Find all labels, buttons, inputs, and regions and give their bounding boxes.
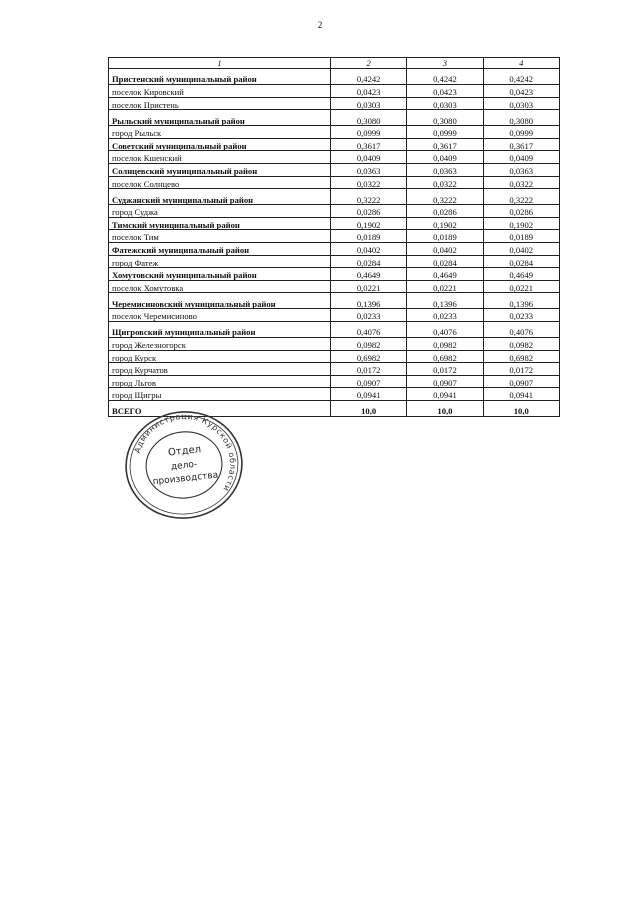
value-cell: 0,4242 xyxy=(331,69,407,85)
value-cell: 0,0284 xyxy=(331,255,407,268)
table-row xyxy=(109,363,560,376)
row-name-cell: Черемисиновский муниципальный район xyxy=(109,293,331,309)
value-cell: 0,0233 xyxy=(483,309,559,322)
stamp-center-line: Отдел xyxy=(167,444,202,459)
table-row xyxy=(109,205,560,218)
value-cell: 0,0189 xyxy=(483,230,559,243)
table-row xyxy=(109,110,560,126)
value-cell: 0,0322 xyxy=(331,176,407,189)
stamp-center-line: производства xyxy=(152,470,219,488)
value-cell: 0,0982 xyxy=(331,337,407,350)
row-name-cell: поселок Тим xyxy=(109,230,331,243)
row-name-cell: Солнцевский муниципальный район xyxy=(109,163,331,176)
value-cell: 0,0172 xyxy=(331,363,407,376)
value-cell: 0,3222 xyxy=(331,189,407,205)
table-row xyxy=(109,268,560,281)
value-cell: 0,0999 xyxy=(331,126,407,139)
value-cell: 0,0402 xyxy=(407,242,483,255)
value-cell: 0,0423 xyxy=(331,85,407,98)
value-cell: 0,1396 xyxy=(407,293,483,309)
value-cell: 0,0284 xyxy=(407,255,483,268)
row-name-cell: Суджанский муниципальный район xyxy=(109,189,331,205)
value-cell: 0,0303 xyxy=(483,97,559,110)
table-row xyxy=(109,337,560,350)
value-cell: 0,0409 xyxy=(483,151,559,164)
total-value: 10,0 xyxy=(331,400,407,416)
value-cell: 0,0999 xyxy=(483,126,559,139)
row-name-cell: город Фатеж xyxy=(109,255,331,268)
value-cell: 0,0423 xyxy=(407,85,483,98)
column-header: 4 xyxy=(483,58,559,69)
column-header: 3 xyxy=(407,58,483,69)
table-row xyxy=(109,388,560,401)
value-cell: 0,0322 xyxy=(483,176,559,189)
value-cell: 0,0409 xyxy=(331,151,407,164)
table-row xyxy=(109,321,560,337)
table-row xyxy=(109,230,560,243)
table-row xyxy=(109,151,560,164)
row-name-cell: город Курск xyxy=(109,350,331,363)
value-cell: 0,0221 xyxy=(331,280,407,293)
value-cell: 0,0941 xyxy=(483,388,559,401)
total-value: 10,0 xyxy=(407,400,483,416)
table-row xyxy=(109,375,560,388)
value-cell: 0,0172 xyxy=(483,363,559,376)
row-name-cell: поселок Черемисиново xyxy=(109,309,331,322)
row-name-cell: Тимский муниципальный район xyxy=(109,217,331,230)
row-name-cell: город Курчатов xyxy=(109,363,331,376)
row-name-cell: Рыльский муниципальный район xyxy=(109,110,331,126)
table-row xyxy=(109,97,560,110)
table-row xyxy=(109,255,560,268)
value-cell: 0,3617 xyxy=(331,138,407,151)
value-cell: 0,0189 xyxy=(407,230,483,243)
value-cell: 0,4242 xyxy=(483,69,559,85)
value-cell: 0,0189 xyxy=(331,230,407,243)
value-cell: 0,0221 xyxy=(407,280,483,293)
value-cell: 0,4076 xyxy=(331,321,407,337)
row-name-cell: поселок Пристень xyxy=(109,97,331,110)
value-cell: 0,3222 xyxy=(407,189,483,205)
total-label: ВСЕГО xyxy=(109,400,331,416)
value-cell: 0,0982 xyxy=(407,337,483,350)
row-name-cell: Хомутовский муниципальный район xyxy=(109,268,331,281)
value-cell: 0,1396 xyxy=(331,293,407,309)
value-cell: 0,3080 xyxy=(331,110,407,126)
table-header-row xyxy=(109,58,560,69)
value-cell: 0,0409 xyxy=(407,151,483,164)
table-row xyxy=(109,189,560,205)
value-cell: 0,1902 xyxy=(331,217,407,230)
value-cell: 0,4076 xyxy=(483,321,559,337)
value-cell: 0,0286 xyxy=(483,205,559,218)
value-cell: 0,0907 xyxy=(331,375,407,388)
value-cell: 0,0402 xyxy=(331,242,407,255)
value-cell: 0,3222 xyxy=(483,189,559,205)
row-name-cell: поселок Кировский xyxy=(109,85,331,98)
table-row xyxy=(109,176,560,189)
value-cell: 0,0423 xyxy=(483,85,559,98)
value-cell: 0,0907 xyxy=(407,375,483,388)
row-name-cell: город Щигры xyxy=(109,388,331,401)
row-name-cell: Щигровский муниципальный район xyxy=(109,321,331,337)
stamp-center-line: дело- xyxy=(170,459,198,473)
table-row xyxy=(109,293,560,309)
column-header: 2 xyxy=(331,58,407,69)
value-cell: 0,1396 xyxy=(483,293,559,309)
row-name-cell: поселок Хомутовка xyxy=(109,280,331,293)
row-name-cell: Пристенский муниципальный район xyxy=(109,69,331,85)
value-cell: 0,6982 xyxy=(483,350,559,363)
page-number: 2 xyxy=(317,20,323,30)
value-cell: 0,0941 xyxy=(331,388,407,401)
table-row xyxy=(109,242,560,255)
value-cell: 0,4649 xyxy=(483,268,559,281)
value-cell: 0,0286 xyxy=(331,205,407,218)
table-row xyxy=(109,163,560,176)
stamp-seal-graphic xyxy=(120,408,248,523)
value-cell: 0,0303 xyxy=(407,97,483,110)
value-cell: 0,3080 xyxy=(483,110,559,126)
value-cell: 0,1902 xyxy=(483,217,559,230)
row-name-cell: город Рыльск xyxy=(109,126,331,139)
row-name-cell: город Суджа xyxy=(109,205,331,218)
row-name-cell: Советский муниципальный район xyxy=(109,138,331,151)
table-row xyxy=(109,85,560,98)
table-row xyxy=(109,138,560,151)
table-row xyxy=(109,69,560,85)
value-cell: 0,0982 xyxy=(483,337,559,350)
row-name-cell: поселок Солнцево xyxy=(109,176,331,189)
value-cell: 0,3080 xyxy=(407,110,483,126)
column-header: 1 xyxy=(109,58,331,69)
value-cell: 0,0284 xyxy=(483,255,559,268)
value-cell: 0,0363 xyxy=(331,163,407,176)
value-cell: 0,4242 xyxy=(407,69,483,85)
official-stamp xyxy=(120,408,248,523)
value-cell: 0,0322 xyxy=(407,176,483,189)
row-name-cell: поселок Кшенский xyxy=(109,151,331,164)
table-row xyxy=(109,217,560,230)
value-cell: 0,0286 xyxy=(407,205,483,218)
value-cell: 0,0363 xyxy=(407,163,483,176)
value-cell: 0,4076 xyxy=(407,321,483,337)
value-cell: 0,3617 xyxy=(407,138,483,151)
total-value: 10,0 xyxy=(483,400,559,416)
value-cell: 0,6982 xyxy=(407,350,483,363)
value-cell: 0,0999 xyxy=(407,126,483,139)
value-cell: 0,0941 xyxy=(407,388,483,401)
value-cell: 0,0402 xyxy=(483,242,559,255)
row-name-cell: Фатежский муниципальный район xyxy=(109,242,331,255)
table-row xyxy=(109,280,560,293)
value-cell: 0,1902 xyxy=(407,217,483,230)
table-row xyxy=(109,350,560,363)
value-cell: 0,0172 xyxy=(407,363,483,376)
value-cell: 0,6982 xyxy=(331,350,407,363)
value-cell: 0,0233 xyxy=(407,309,483,322)
table-row xyxy=(109,126,560,139)
value-cell: 0,0233 xyxy=(331,309,407,322)
table-body xyxy=(109,69,560,401)
value-cell: 0,0221 xyxy=(483,280,559,293)
value-cell: 0,4649 xyxy=(407,268,483,281)
value-cell: 0,0907 xyxy=(483,375,559,388)
value-cell: 0,4649 xyxy=(331,268,407,281)
value-cell: 0,0303 xyxy=(331,97,407,110)
row-name-cell: город Железногорск xyxy=(109,337,331,350)
table-row xyxy=(109,309,560,322)
allocation-table xyxy=(108,57,560,417)
value-cell: 0,0363 xyxy=(483,163,559,176)
stamp-ring-text: Администрация Курской области xyxy=(132,411,238,494)
value-cell: 0,3617 xyxy=(483,138,559,151)
row-name-cell: город Льгов xyxy=(109,375,331,388)
